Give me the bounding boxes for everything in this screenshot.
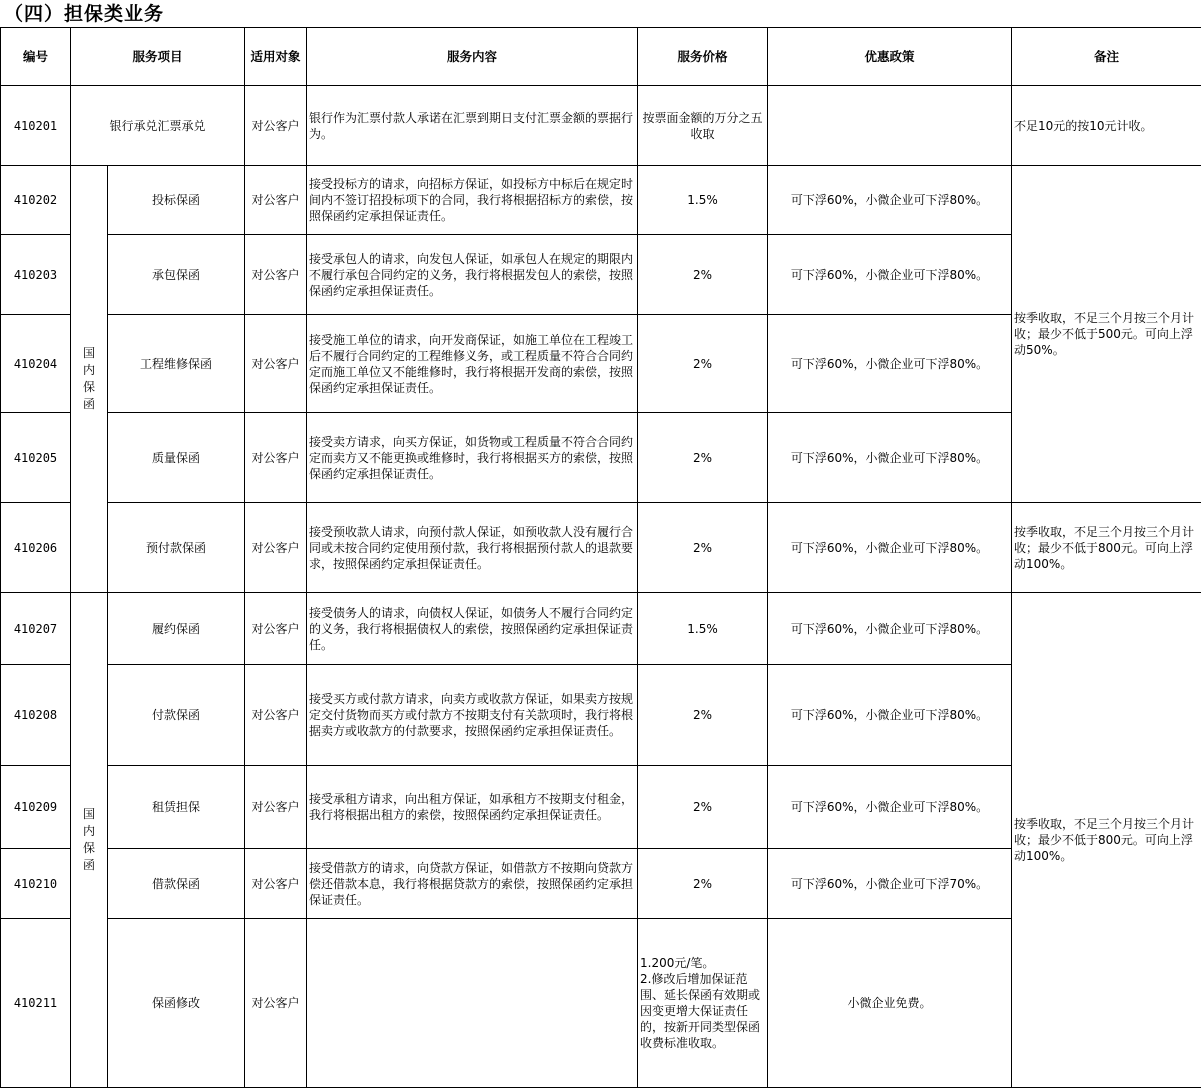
row-content: 接受卖方请求，向买方保证，如货物或工程质量不符合合同约定而卖方又不能更换或维修时，我行将根据买方的索偿，按照保函约定承担保证责任。 [307,413,638,503]
header-price: 服务价格 [638,28,768,86]
row-code: 410207 [1,593,71,665]
row-code: 410202 [1,166,71,235]
row-price: 2% [638,235,768,315]
row-policy: 可下浮60%，小微企业可下浮80%。 [768,766,1012,849]
row-item: 投标保函 [108,166,245,235]
row-policy: 可下浮60%，小微企业可下浮80%。 [768,235,1012,315]
row-code: 410203 [1,235,71,315]
row-policy: 可下浮60%，小微企业可下浮70%。 [768,849,1012,919]
header-code: 编号 [1,28,71,86]
row-price: 2% [638,503,768,593]
row-item: 保函修改 [108,919,245,1088]
row-item: 预付款保函 [108,503,245,593]
row-price: 2% [638,665,768,766]
table-row [1,86,1201,166]
header-policy: 优惠政策 [768,28,1012,86]
row-content: 银行作为汇票付款人承诺在汇票到期日支付汇票金额的票据行为。 [307,86,638,166]
price-line-1: 1.200元/笔。 [640,956,715,970]
row-content: 接受预收款人请求，向预付款人保证，如预收款人没有履行合同或未按合同约定使用预付款，我行将根据预付款人的退款要求，按照保函约定承担保证责任。 [307,503,638,593]
header-content: 服务内容 [307,28,638,86]
row-target: 对公客户 [245,235,307,315]
row-remark: 按季收取，不足三个月按三个月计收；最少不低于500元。可向上浮动50%。 [1012,166,1201,503]
group-label: 国内保函 [82,346,95,411]
row-policy: 可下浮60%，小微企业可下浮80%。 [768,413,1012,503]
row-target: 对公客户 [245,766,307,849]
row-item: 工程维修保函 [108,315,245,413]
row-policy [768,86,1012,166]
row-item: 付款保函 [108,665,245,766]
row-target: 对公客户 [245,849,307,919]
row-target: 对公客户 [245,86,307,166]
header-remark: 备注 [1012,28,1201,86]
row-remark: 按季收取，不足三个月按三个月计收；最少不低于800元。可向上浮动100%。 [1012,503,1201,593]
row-content [307,919,638,1088]
row-code: 410204 [1,315,71,413]
row-target: 对公客户 [245,665,307,766]
table-row [1,166,1201,235]
group-domestic-guarantee [71,593,108,1088]
row-target: 对公客户 [245,919,307,1088]
row-content: 接受借款方的请求，向贷款方保证，如借款方不按期向贷款方偿还借款本息，我行将根据贷款方的索偿，按照保函约定承担保证责任。 [307,849,638,919]
fee-table [0,27,1201,1088]
row-price: 2% [638,849,768,919]
row-item: 履约保函 [108,593,245,665]
row-target: 对公客户 [245,166,307,235]
row-price: 2% [638,315,768,413]
row-content: 接受债务人的请求，向债权人保证，如债务人不履行合同约定的义务，我行将根据债权人的索偿，按照保函约定承担保证责任。 [307,593,638,665]
row-content: 接受投标方的请求，向招标方保证，如投标方中标后在规定时间内不签订招投标项下的合同，我行将根据招标方的索偿，按照保函约定承担保证责任。 [307,166,638,235]
row-price: 2% [638,766,768,849]
row-content: 接受承租方请求，向出租方保证，如承租方不按期支付租金，我行将根据出租方的索偿，按照保函约定承担保证责任。 [307,766,638,849]
section-title: （四）担保类业务 [4,3,165,25]
row-price: 1.5% [638,593,768,665]
row-policy: 可下浮60%，小微企业可下浮80%。 [768,593,1012,665]
row-price [638,919,768,1088]
table-row [1,503,1201,593]
header-item: 服务项目 [71,28,245,86]
row-price: 按票面金额的万分之五收取 [638,86,768,166]
row-policy: 小微企业免费。 [768,919,1012,1088]
row-code: 410201 [1,86,71,166]
row-code: 410211 [1,919,71,1088]
row-remark: 不足10元的按10元计收。 [1012,86,1201,166]
row-item: 借款保函 [108,849,245,919]
row-code: 410209 [1,766,71,849]
row-item: 银行承兑汇票承兑 [71,86,245,166]
row-policy: 可下浮60%，小微企业可下浮80%。 [768,315,1012,413]
row-code: 410208 [1,665,71,766]
row-code: 410210 [1,849,71,919]
row-target: 对公客户 [245,315,307,413]
row-content: 接受施工单位的请求，向开发商保证，如施工单位在工程竣工后不履行合同约定的工程维修义务，或工程质量不符合合同约定而施工单位又不能维修时，我行将根据开发商的索偿，按照保函约定承担保证责任。 [307,315,638,413]
row-item: 质量保函 [108,413,245,503]
row-remark: 按季收取，不足三个月按三个月计收；最少不低于800元。可向上浮动100%。 [1012,593,1201,1088]
row-item: 承包保函 [108,235,245,315]
row-target: 对公客户 [245,413,307,503]
group-domestic-guarantee [71,166,108,593]
header-row [1,28,1201,86]
row-price: 2% [638,413,768,503]
row-target: 对公客户 [245,593,307,665]
row-policy: 可下浮60%，小微企业可下浮80%。 [768,166,1012,235]
row-policy: 可下浮60%，小微企业可下浮80%。 [768,503,1012,593]
row-code: 410206 [1,503,71,593]
table-row [1,593,1201,665]
header-target: 适用对象 [245,28,307,86]
row-content: 接受承包人的请求，向发包人保证，如承包人在规定的期限内不履行承包合同约定的义务，我行将根据发包人的索偿，按照保函约定承担保证责任。 [307,235,638,315]
group-label: 国内保函 [82,807,95,872]
row-target: 对公客户 [245,503,307,593]
row-code: 410205 [1,413,71,503]
price-line-2: 2.修改后增加保证范围、延长保函有效期或因变更增大保证责任的，按新开同类型保函收费标准收取。 [640,972,761,1050]
row-item: 租赁担保 [108,766,245,849]
row-price: 1.5% [638,166,768,235]
row-content: 接受买方或付款方请求，向卖方或收款方保证，如果卖方按规定交付货物而买方或付款方不按期支付有关款项时，我行将根据卖方或收款方的付款要求，按照保函约定承担保证责任。 [307,665,638,766]
row-policy: 可下浮60%，小微企业可下浮80%。 [768,665,1012,766]
